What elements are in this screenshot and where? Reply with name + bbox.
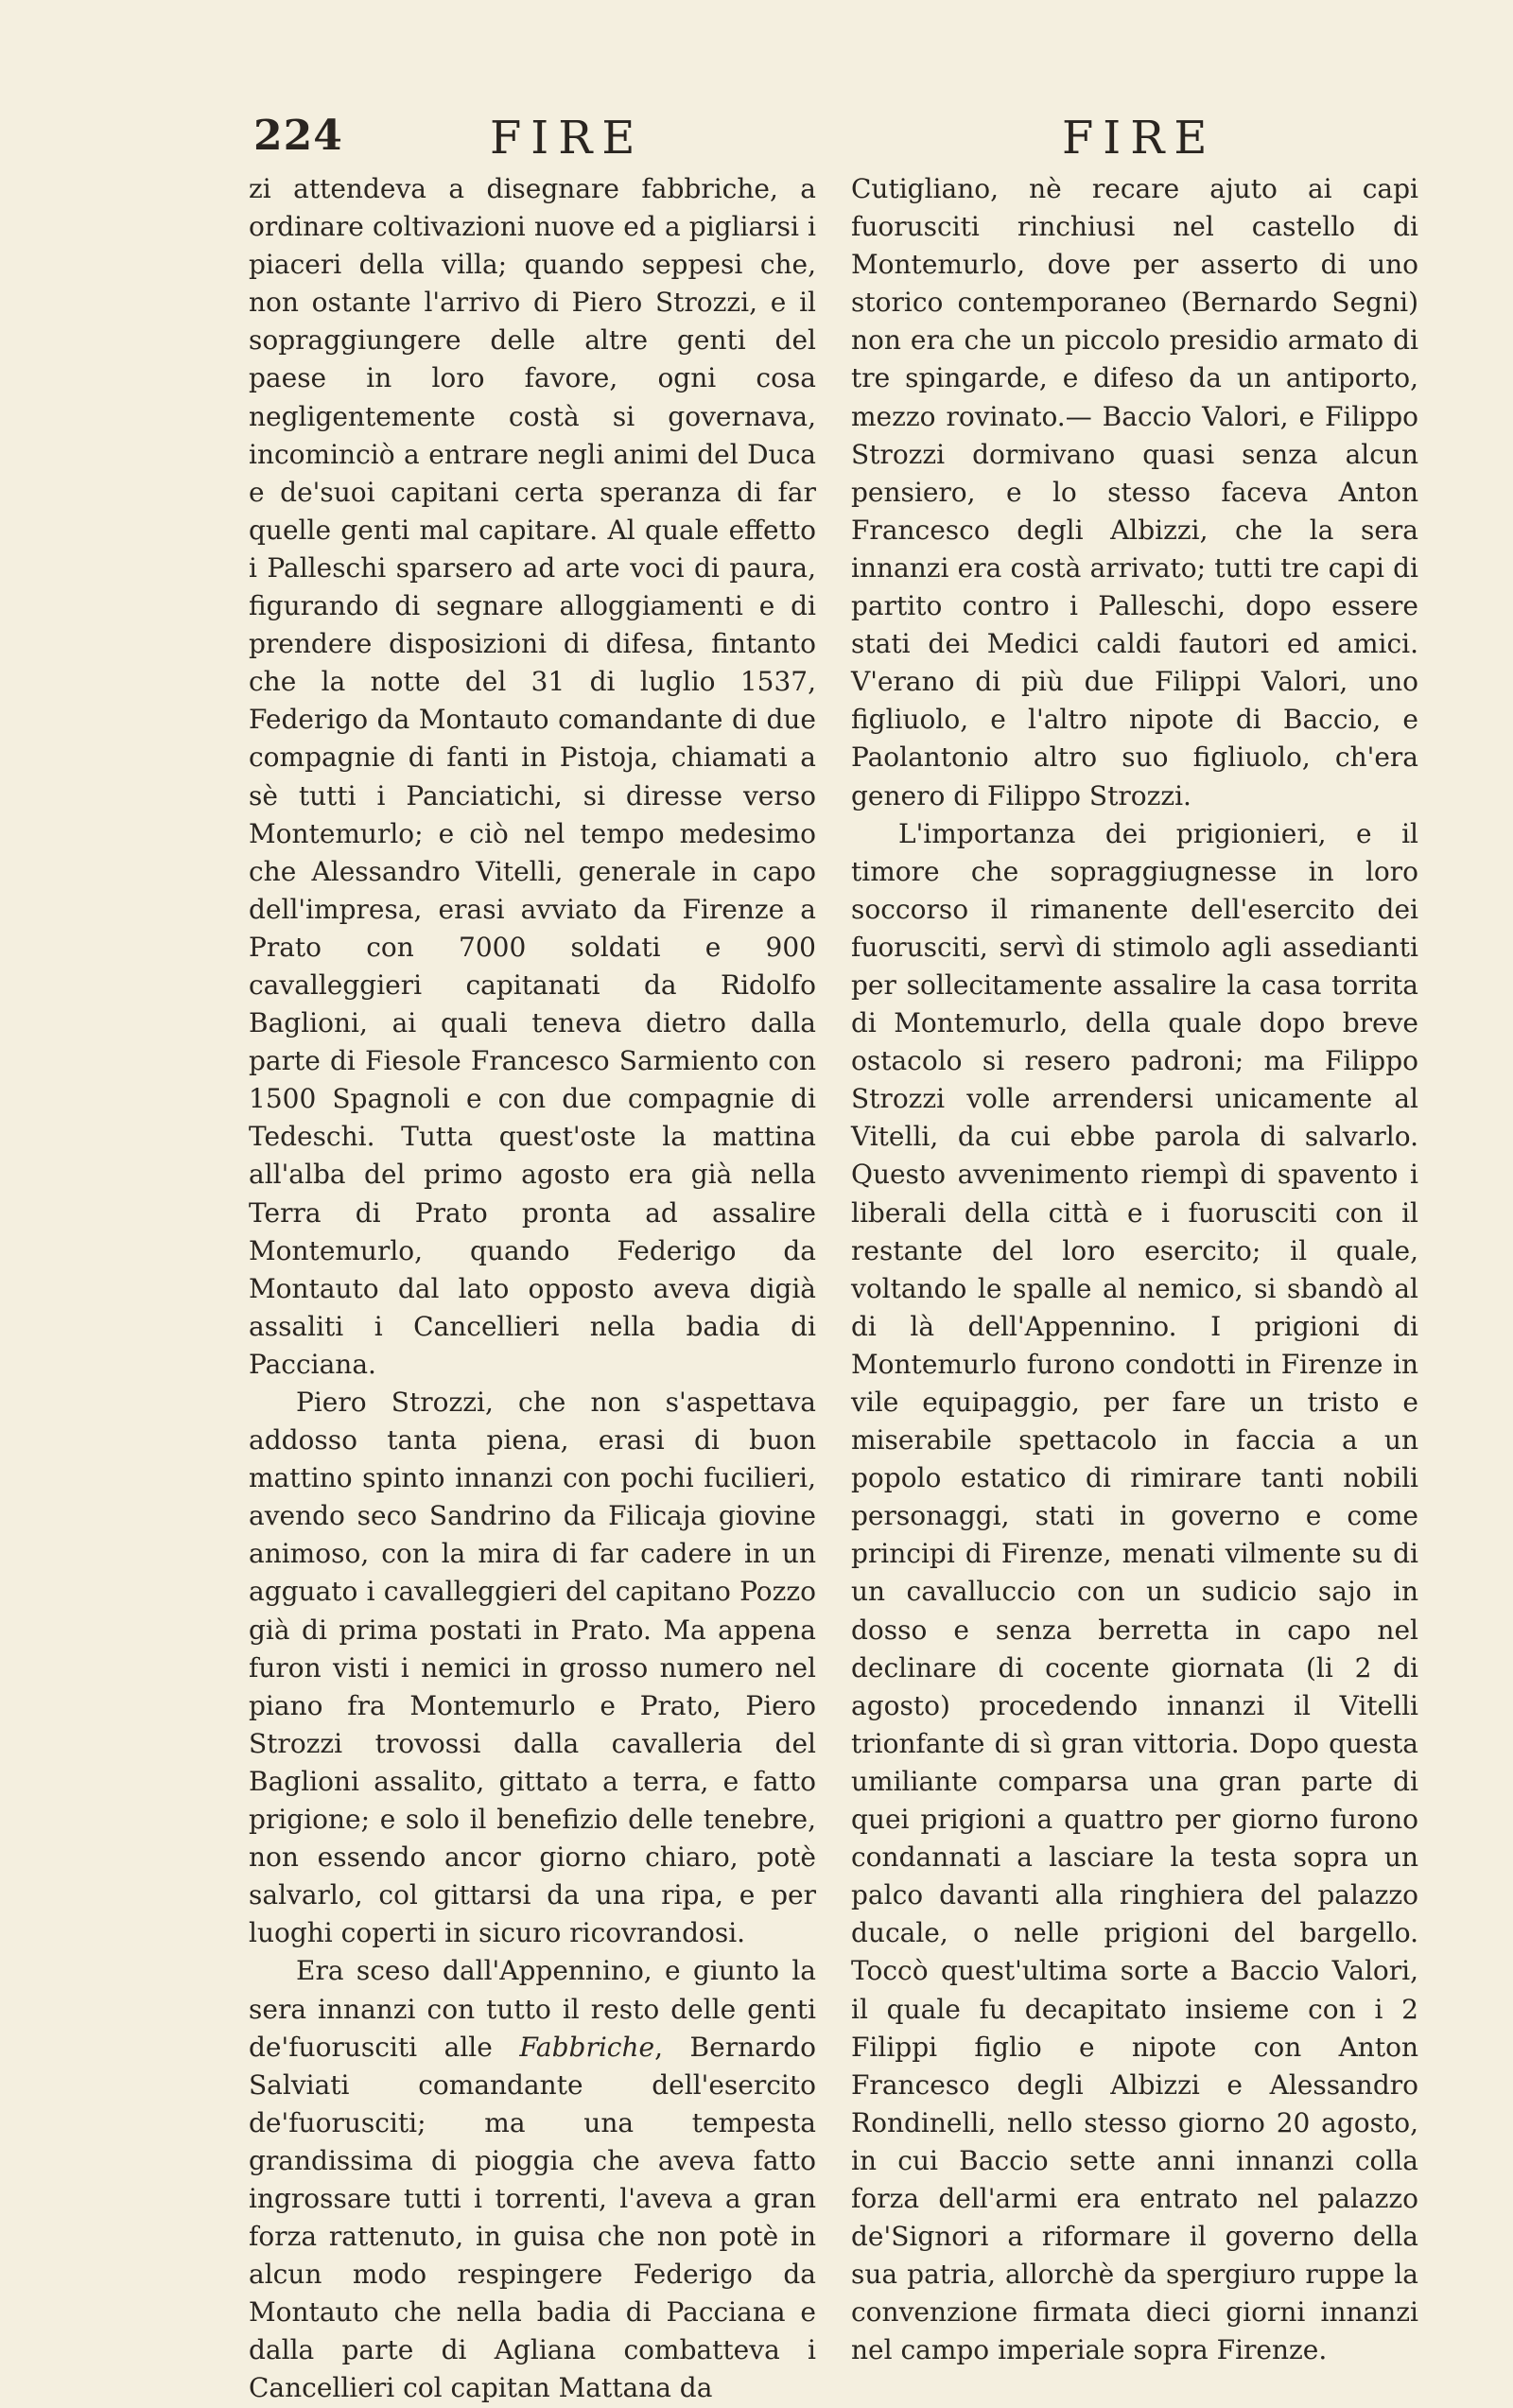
left-column bbox=[249, 170, 816, 2408]
running-title-left: FIRE bbox=[490, 112, 645, 165]
right-column bbox=[851, 170, 1418, 2369]
italic-term: Fabbriche bbox=[519, 2031, 655, 2063]
page-header bbox=[253, 112, 1216, 168]
left-paragraph-3-end: , Bernardo Salviati comandante dell'esercito de'fuorusciti; ma una tempesta grandissima di pioggia che aveva fatto ingrossare tutti i torrenti, l'aveva a gran forza rattenuto, in guisa che non potè in alcun modo respingere Federigo da Montauto che nella badia di Pacciana e dalla parte di Agliana combatteva i Cancellieri col capitan Mattana da bbox=[249, 2031, 816, 2404]
left-paragraph-1: zi attendeva a disegnare fabbriche, a ordinare coltivazioni nuove ed a pigliarsi i piaceri della villa; quando seppesi che, non ostante l'arrivo di Piero Strozzi, e il sopraggiungere delle altre genti del paese in loro favore, ogni cosa negligentemente costà si governava, incominciò a entrare negli animi del Duca e de'suoi capitani certa speranza di far quelle genti mal capitare. Al quale effetto i Palleschi sparsero ad arte voci di paura, figurando di segnare alloggiamenti e di prendere disposizioni di difesa, fintanto che la notte del 31 di luglio 1537, Federigo da Montauto comandante di due compagnie di fanti in Pistoja, chiamati a sè tutti i Panciatichi, si diresse verso Montemurlo; e ciò nel tempo medesimo che Alessandro Vitelli, generale in capo dell'impresa, erasi avviato da Firenze a Prato con 7000 soldati e 900 cavalleggieri capitanati da Ridolfo Baglioni, ai quali teneva dietro dalla parte di Fiesole Francesco Sarmiento con 1500 Spagnoli e con due compagnie di Tedeschi. Tutta quest'oste la mattina all'alba del primo agosto era già nella Terra di Prato pronta ad assalire Montemurlo, quando Federigo da Montauto dal lato opposto aveva digià assaliti i Cancellieri nella badia di Pacciana. bbox=[249, 173, 816, 1380]
left-paragraph-2: Piero Strozzi, che non s'aspettava addosso tanta piena, erasi di buon mattino spinto innanzi con pochi fucilieri, avendo seco Sandrino da Filicaja giovine animoso, con la mira di far cadere in un agguato i cavalleggieri del capitano Pozzo già di prima postati in Prato. Ma appena furon visti i nemici in grosso numero nel piano fra Montemurlo e Prato, Piero Strozzi trovossi dalla cavalleria del Baglioni assalito, gittato a terra, e fatto prigione; e solo il benefizio delle tenebre, non essendo ancor giorno chiaro, potè salvarlo, col gittarsi da una ripa, e per luoghi coperti in sicuro ricovrandosi. bbox=[249, 1387, 816, 1949]
left-paragraph-3 bbox=[249, 1952, 816, 2407]
right-paragraph-1: Cutigliano, nè recare ajuto ai capi fuorusciti rinchiusi nel castello di Montemurlo, dove per asserto di uno storico contemporaneo (Bernardo Segni) non era che un piccolo presidio armato di tre spingarde, e difeso da un antiporto, mezzo rovinato.— Baccio Valori, e Filippo Strozzi dormivano quasi senza alcun pensiero, e lo stesso faceva Anton Francesco degli Albizzi, che la sera innanzi era costà arrivato; tutti tre capi di partito contro i Palleschi, dopo essere stati dei Medici caldi fautori ed amici. V'erano di più due Filippi Valori, uno figliuolo, e l'altro nipote di Baccio, e Paolantonio altro suo figliuolo, ch'era genero di Filippo Strozzi. bbox=[851, 173, 1418, 811]
left-paragraph-3-start: Era sceso dall'Appennino, e giunto la sera innanzi con tutto il resto delle genti de'fuorusciti alle bbox=[249, 1955, 816, 2063]
right-paragraph-2: L'importanza dei prigionieri, e il timore che sopraggiugnesse in loro soccorso il rimanente dell'esercito dei fuorusciti, servì di stimolo agli assedianti per sollecitamente assalire la casa torrita di Montemurlo, della quale dopo breve ostacolo si resero padroni; ma Filippo Strozzi volle arrendersi unicamente al Vitelli, da cui ebbe parola di salvarlo. Questo avvenimento riempì di spavento i liberali della città e i fuorusciti con il restante del loro esercito; il quale, voltando le spalle al nemico, si sbandò al di là dell'Appennino. I prigioni di Montemurlo furono condotti in Firenze in vile equipaggio, per fare un tristo e miserabile spettacolo in faccia a un popolo estatico di rimirare tanti nobili personaggi, stati in governo e come principi di Firenze, menati vilmente su di un cavalluccio con un sudicio sajo in dosso e senza berretta in capo nel declinare di cocente giornata (li 2 di agosto) procedendo innanzi il Vitelli trionfante di sì gran vittoria. Dopo questa umiliante comparsa una gran parte di quei prigioni a quattro per giorno furono condannati a lasciare la testa sopra un palco davanti alla ringhiera del palazzo ducale, o nelle prigioni del bargello. Toccò quest'ultima sorte a Baccio Valori, il quale fu decapitato insieme con i 2 Filippi figlio e nipote con Anton Francesco degli Albizzi e Alessandro Rondinelli, nello stesso giorno 20 agosto, in cui Baccio sette anni innanzi colla forza dell'armi era entrato nel palazzo de'Signori a riformare il governo della sua patria, allorchè da spergiuro ruppe la convenzione firmata dieci giorni innanzi nel campo imperiale sopra Firenze. bbox=[851, 817, 1418, 2366]
running-title-right: FIRE bbox=[1062, 112, 1217, 165]
page-number: 224 bbox=[253, 112, 343, 160]
